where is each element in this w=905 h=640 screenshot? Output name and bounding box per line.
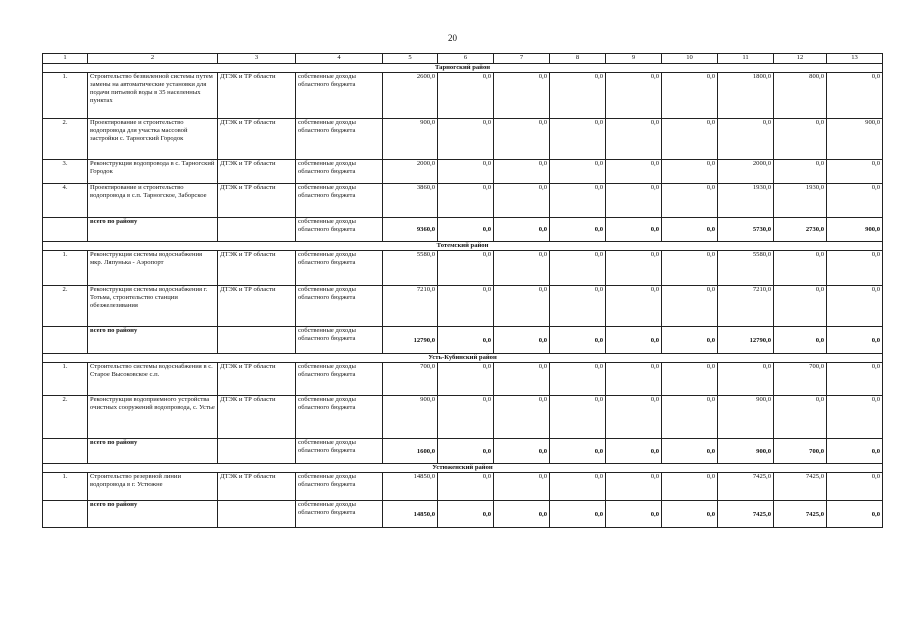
amount-cell: 0,0	[494, 251, 550, 286]
column-header: 3	[218, 54, 296, 64]
amount-cell: 0,0	[550, 501, 606, 528]
table-row	[43, 160, 883, 184]
amount-cell: 0,0	[550, 73, 606, 119]
funding-source: собственные доходы областного бюджета	[296, 73, 383, 119]
amount-cell: 0,0	[662, 73, 718, 119]
table-row	[43, 473, 883, 501]
amount-cell: 5580,0	[718, 251, 774, 286]
funding-source: собственные доходы областного бюджета	[296, 363, 383, 396]
project-name: всего по району	[88, 327, 218, 354]
amount-cell: 0,0	[438, 184, 494, 218]
district-header-row	[43, 242, 883, 251]
amount-cell: 1600,0	[383, 439, 438, 464]
column-header: 1	[43, 54, 88, 64]
funding-source: собственные доходы областного бюджета	[296, 327, 383, 354]
amount-cell: 0,0	[606, 218, 662, 242]
responsible-org: ДТЭК и ТР области	[218, 396, 296, 439]
column-header: 9	[606, 54, 662, 64]
amount-cell: 0,0	[550, 251, 606, 286]
amount-cell: 0,0	[827, 184, 883, 218]
amount-cell: 0,0	[606, 286, 662, 327]
row-number: 2.	[43, 119, 88, 160]
amount-cell: 12790,0	[383, 327, 438, 354]
amount-cell: 0,0	[550, 286, 606, 327]
amount-cell: 2000,0	[718, 160, 774, 184]
amount-cell: 0,0	[662, 327, 718, 354]
responsible-org	[218, 327, 296, 354]
amount-cell: 0,0	[438, 286, 494, 327]
amount-cell: 12790,0	[718, 327, 774, 354]
column-header: 12	[774, 54, 827, 64]
amount-cell: 9360,0	[383, 218, 438, 242]
district-header-row	[43, 464, 883, 473]
amount-cell: 0,0	[718, 119, 774, 160]
amount-cell: 0,0	[718, 363, 774, 396]
district-name: Устюженский район	[43, 464, 883, 473]
amount-cell: 3860,0	[383, 184, 438, 218]
amount-cell: 0,0	[606, 327, 662, 354]
amount-cell: 800,0	[774, 73, 827, 119]
amount-cell: 900,0	[383, 396, 438, 439]
amount-cell: 0,0	[494, 286, 550, 327]
amount-cell: 0,0	[827, 251, 883, 286]
amount-cell: 0,0	[606, 251, 662, 286]
table-row	[43, 363, 883, 396]
amount-cell: 1930,0	[718, 184, 774, 218]
row-number	[43, 218, 88, 242]
amount-cell: 14850,0	[383, 473, 438, 501]
amount-cell: 2730,0	[774, 218, 827, 242]
amount-cell: 0,0	[662, 218, 718, 242]
amount-cell: 0,0	[606, 501, 662, 528]
amount-cell: 0,0	[438, 119, 494, 160]
amount-cell: 0,0	[494, 439, 550, 464]
amount-cell: 7425,0	[718, 501, 774, 528]
amount-cell: 0,0	[827, 473, 883, 501]
district-total-row	[43, 218, 883, 242]
project-name: Реконструкция водопровода в с. Тарногский Городок	[88, 160, 218, 184]
column-header: 13	[827, 54, 883, 64]
table-row	[43, 184, 883, 218]
table-row	[43, 251, 883, 286]
row-number: 1.	[43, 363, 88, 396]
row-number: 1.	[43, 73, 88, 119]
project-name: Проектирование и строительство водопровода для участка массовой застройки с. Тарногский Городок	[88, 119, 218, 160]
amount-cell: 0,0	[662, 501, 718, 528]
amount-cell: 1800,0	[718, 73, 774, 119]
amount-cell: 0,0	[827, 327, 883, 354]
table-row	[43, 73, 883, 119]
amount-cell: 0,0	[827, 286, 883, 327]
project-name: Проектирование и строительство водопровода в с.п. Тарногское, Заборское	[88, 184, 218, 218]
amount-cell: 0,0	[606, 73, 662, 119]
amount-cell: 0,0	[774, 119, 827, 160]
amount-cell: 0,0	[494, 501, 550, 528]
column-header: 7	[494, 54, 550, 64]
amount-cell: 900,0	[827, 119, 883, 160]
amount-cell: 0,0	[550, 218, 606, 242]
amount-cell: 0,0	[827, 396, 883, 439]
amount-cell: 0,0	[606, 160, 662, 184]
amount-cell: 0,0	[662, 396, 718, 439]
amount-cell: 0,0	[662, 473, 718, 501]
amount-cell: 0,0	[550, 363, 606, 396]
amount-cell: 5730,0	[718, 218, 774, 242]
amount-cell: 0,0	[438, 501, 494, 528]
responsible-org: ДТЭК и ТР области	[218, 160, 296, 184]
amount-cell: 0,0	[606, 119, 662, 160]
row-number	[43, 327, 88, 354]
row-number: 3.	[43, 160, 88, 184]
amount-cell: 0,0	[494, 327, 550, 354]
table-row	[43, 286, 883, 327]
amount-cell: 0,0	[662, 363, 718, 396]
amount-cell: 0,0	[438, 160, 494, 184]
column-header: 2	[88, 54, 218, 64]
column-header: 10	[662, 54, 718, 64]
amount-cell: 7425,0	[774, 501, 827, 528]
amount-cell: 0,0	[774, 251, 827, 286]
amount-cell: 700,0	[774, 439, 827, 464]
amount-cell: 0,0	[606, 184, 662, 218]
amount-cell: 0,0	[550, 184, 606, 218]
amount-cell: 0,0	[550, 119, 606, 160]
project-name: Реконструкция системы водоснабжения мкр. Ляпунька - Аэропорт	[88, 251, 218, 286]
amount-cell: 900,0	[718, 439, 774, 464]
funding-source: собственные доходы областного бюджета	[296, 473, 383, 501]
amount-cell: 0,0	[606, 396, 662, 439]
amount-cell: 0,0	[662, 184, 718, 218]
column-header: 6	[438, 54, 494, 64]
amount-cell: 0,0	[494, 396, 550, 439]
page-number: 20	[448, 33, 457, 43]
table-row	[43, 396, 883, 439]
budget-table	[42, 53, 883, 528]
amount-cell: 0,0	[774, 327, 827, 354]
amount-cell: 900,0	[718, 396, 774, 439]
amount-cell: 0,0	[662, 439, 718, 464]
amount-cell: 0,0	[662, 119, 718, 160]
funding-source: собственные доходы областного бюджета	[296, 251, 383, 286]
district-header-row	[43, 354, 883, 363]
amount-cell: 700,0	[774, 363, 827, 396]
responsible-org	[218, 501, 296, 528]
amount-cell: 1930,0	[774, 184, 827, 218]
row-number	[43, 439, 88, 464]
amount-cell: 0,0	[494, 184, 550, 218]
district-total-row	[43, 501, 883, 528]
district-header-row	[43, 64, 883, 73]
amount-cell: 0,0	[662, 286, 718, 327]
amount-cell: 0,0	[827, 439, 883, 464]
funding-source: собственные доходы областного бюджета	[296, 119, 383, 160]
amount-cell: 0,0	[827, 73, 883, 119]
amount-cell: 900,0	[383, 119, 438, 160]
amount-cell: 0,0	[438, 473, 494, 501]
amount-cell: 0,0	[438, 251, 494, 286]
funding-source: собственные доходы областного бюджета	[296, 160, 383, 184]
funding-source: собственные доходы областного бюджета	[296, 184, 383, 218]
amount-cell: 0,0	[494, 73, 550, 119]
column-header: 8	[550, 54, 606, 64]
responsible-org: ДТЭК и ТР области	[218, 473, 296, 501]
district-name: Тарногский район	[43, 64, 883, 73]
amount-cell: 0,0	[550, 160, 606, 184]
responsible-org: ДТЭК и ТР области	[218, 286, 296, 327]
amount-cell: 0,0	[774, 160, 827, 184]
amount-cell: 0,0	[494, 473, 550, 501]
funding-source: собственные доходы областного бюджета	[296, 396, 383, 439]
column-header: 5	[383, 54, 438, 64]
amount-cell: 2000,0	[383, 160, 438, 184]
project-name: Реконструкция системы водоснабжения г. Тотьма, строительство станции обезжелезивания	[88, 286, 218, 327]
responsible-org: ДТЭК и ТР области	[218, 363, 296, 396]
row-number: 4.	[43, 184, 88, 218]
amount-cell: 0,0	[550, 396, 606, 439]
funding-source: собственные доходы областного бюджета	[296, 501, 383, 528]
funding-source: собственные доходы областного бюджета	[296, 439, 383, 464]
table-row	[43, 119, 883, 160]
amount-cell: 0,0	[827, 501, 883, 528]
row-number: 1.	[43, 473, 88, 501]
project-name: Строительство безвиленной системы путем замены на автоматические установки для подачи питьевой воды в 35 населенных пунктах	[88, 73, 218, 119]
amount-cell: 0,0	[774, 286, 827, 327]
funding-source: собственные доходы областного бюджета	[296, 218, 383, 242]
responsible-org	[218, 439, 296, 464]
amount-cell: 0,0	[494, 119, 550, 160]
column-header-row	[43, 54, 883, 64]
amount-cell: 7210,0	[718, 286, 774, 327]
row-number: 2.	[43, 286, 88, 327]
amount-cell: 0,0	[827, 363, 883, 396]
amount-cell: 700,0	[383, 363, 438, 396]
column-header: 4	[296, 54, 383, 64]
responsible-org: ДТЭК и ТР области	[218, 184, 296, 218]
amount-cell: 0,0	[606, 363, 662, 396]
project-name: всего по району	[88, 218, 218, 242]
table-body	[43, 64, 883, 528]
district-total-row	[43, 439, 883, 464]
amount-cell: 7425,0	[774, 473, 827, 501]
responsible-org: ДТЭК и ТР области	[218, 119, 296, 160]
amount-cell: 0,0	[606, 439, 662, 464]
amount-cell: 0,0	[494, 218, 550, 242]
district-name: Усть-Кубинский район	[43, 354, 883, 363]
amount-cell: 0,0	[662, 251, 718, 286]
amount-cell: 0,0	[494, 160, 550, 184]
amount-cell: 0,0	[827, 160, 883, 184]
amount-cell: 2600,0	[383, 73, 438, 119]
amount-cell: 0,0	[550, 327, 606, 354]
amount-cell: 0,0	[550, 439, 606, 464]
amount-cell: 0,0	[438, 73, 494, 119]
amount-cell: 0,0	[438, 363, 494, 396]
project-name: Строительство системы водоснабжения в с. Старое Высоковское с.п.	[88, 363, 218, 396]
amount-cell: 0,0	[494, 363, 550, 396]
amount-cell: 0,0	[662, 160, 718, 184]
project-name: Строительство резервной линии водопровода в г. Устюжне	[88, 473, 218, 501]
amount-cell: 0,0	[550, 473, 606, 501]
project-name: всего по району	[88, 439, 218, 464]
amount-cell: 7210,0	[383, 286, 438, 327]
project-name: всего по району	[88, 501, 218, 528]
amount-cell: 0,0	[438, 218, 494, 242]
funding-source: собственные доходы областного бюджета	[296, 286, 383, 327]
responsible-org: ДТЭК и ТР области	[218, 251, 296, 286]
amount-cell: 900,0	[827, 218, 883, 242]
amount-cell: 14850,0	[383, 501, 438, 528]
row-number	[43, 501, 88, 528]
district-name: Тотемский район	[43, 242, 883, 251]
column-header: 11	[718, 54, 774, 64]
amount-cell: 5580,0	[383, 251, 438, 286]
project-name: Реконструкция водоприемного устройства очистных сооружений водопровода, с. Устье	[88, 396, 218, 439]
amount-cell: 7425,0	[718, 473, 774, 501]
responsible-org	[218, 218, 296, 242]
amount-cell: 0,0	[438, 439, 494, 464]
amount-cell: 0,0	[438, 327, 494, 354]
amount-cell: 0,0	[774, 396, 827, 439]
amount-cell: 0,0	[606, 473, 662, 501]
district-total-row	[43, 327, 883, 354]
row-number: 2.	[43, 396, 88, 439]
amount-cell: 0,0	[438, 396, 494, 439]
responsible-org: ДТЭК и ТР области	[218, 73, 296, 119]
row-number: 1.	[43, 251, 88, 286]
